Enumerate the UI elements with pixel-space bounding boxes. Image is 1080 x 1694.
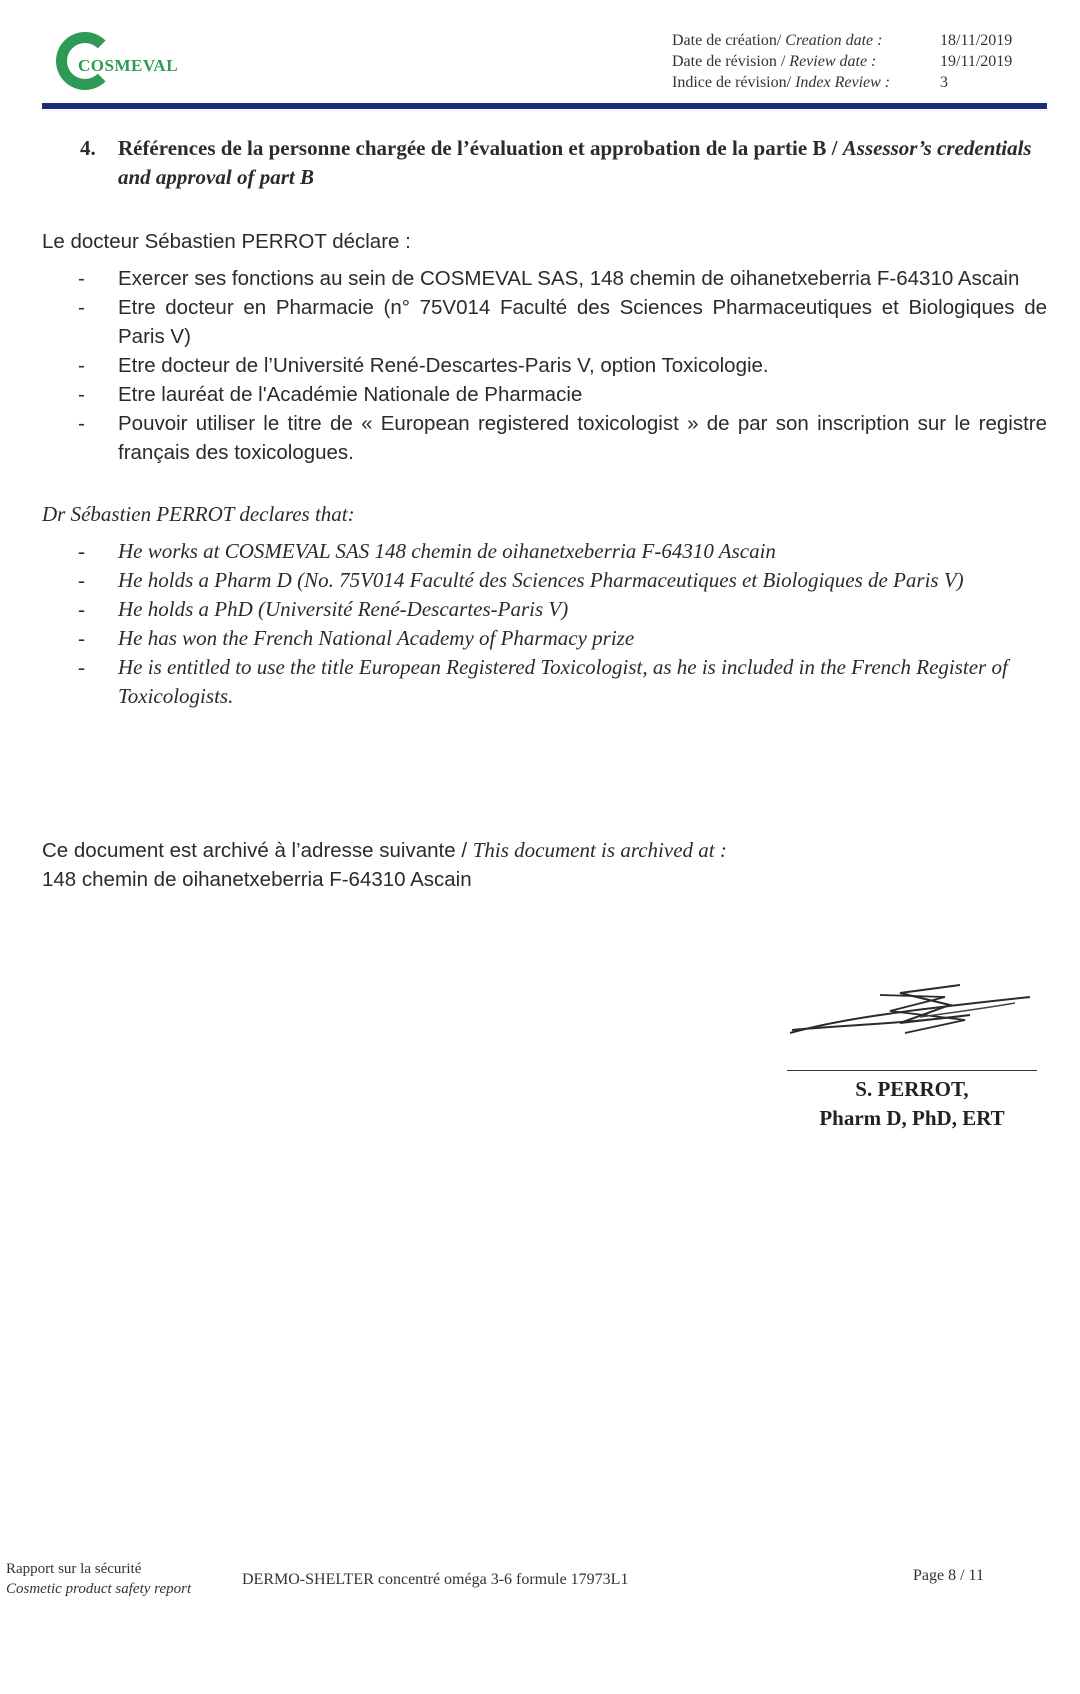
list-item: - Pouvoir utiliser le titre de « European registered toxicologist » de par son inscription sur le registre français des toxicologues. <box>42 409 1047 467</box>
section-title-en: Assessor’s credentials and approval of part B <box>117 136 1032 189</box>
review-label-fr: Date de révision / <box>672 53 790 70</box>
review-date: 19/11/2019 <box>940 53 1013 70</box>
list-item: - Etre docteur en Pharmacie (n° 75V014 Faculté des Sciences Pharmaceutiques et Biologiques de Paris V) <box>42 293 1047 351</box>
list-item: - Etre lauréat de l'Académie Nationale de Pharmacie <box>42 380 1047 409</box>
list-item: - He has won the French National Academy of Pharmacy prize <box>42 624 1047 653</box>
creation-date-row <box>672 30 1060 51</box>
list-item: - Etre docteur de l’Université René-Descartes-Paris V, option Toxicologie. <box>42 351 1047 380</box>
footer-report-fr: Rapport sur la sécurité <box>6 1561 142 1577</box>
creation-label-fr: Date de création/ <box>672 32 786 49</box>
main-content <box>42 134 1047 711</box>
header-rule <box>42 103 1047 109</box>
footer-page-number: Page 8 / 11 <box>913 1567 984 1584</box>
header-rule-shadow <box>42 110 1047 119</box>
list-item: - He works at COSMEVAL SAS 148 chemin de oihanetxeberria F-64310 Ascain <box>42 537 1047 566</box>
list-item: - He holds a Pharm D (No. 75V014 Faculté des Sciences Pharmaceutiques et Biologiques de Paris V) <box>42 566 1047 595</box>
review-label-en: Review date : <box>789 53 877 70</box>
archive-label-en: This document is archived at : <box>472 838 727 862</box>
cosmeval-logo <box>56 28 186 98</box>
declaration-en-intro: Dr Sébastien PERROT declares that: <box>42 502 355 526</box>
signer-credentials: Pharm D, PhD, ERT <box>819 1106 1005 1130</box>
document-meta <box>672 30 1060 93</box>
archive-label-fr: Ce document est archivé à l’adresse suivante / <box>42 839 473 862</box>
list-item: - He is entitled to use the title European Registered Toxicologist, as he is included in the French Register of Toxicologists. <box>42 653 1047 711</box>
index-review-row <box>672 72 1060 93</box>
creation-date: 18/11/2019 <box>940 32 1013 49</box>
signer-block <box>787 1075 1037 1133</box>
logo-brand-text: COSMEVAL <box>78 56 179 75</box>
declaration-en-list <box>42 537 1047 711</box>
footer-report-title <box>6 1559 191 1599</box>
index-value: 3 <box>940 74 948 91</box>
review-date-row <box>672 51 1060 72</box>
footer-product: DERMO-SHELTER concentré oméga 3-6 formule 17973L1 <box>242 1571 629 1588</box>
list-item: - He holds a PhD (Université René-Descartes-Paris V) <box>42 595 1047 624</box>
creation-label-en: Creation date : <box>785 32 883 49</box>
index-label-en: Index Review : <box>795 74 891 91</box>
section-heading <box>42 134 1047 192</box>
section-number: 4. <box>80 136 96 160</box>
signature-line <box>787 1070 1037 1071</box>
footer-report-en: Cosmetic product safety report <box>6 1581 192 1597</box>
signer-name: S. PERROT, <box>855 1077 969 1101</box>
archive-address: 148 chemin de oihanetxeberria F-64310 Ascain <box>42 868 472 891</box>
declaration-fr-intro: Le docteur Sébastien PERROT déclare : <box>42 230 411 253</box>
declaration-fr-list <box>42 264 1047 467</box>
handwritten-signature <box>780 975 1040 1045</box>
section-title-fr: Références de la personne chargée de l’évaluation et approbation de la partie B / <box>117 136 843 160</box>
list-item: - Exercer ses fonctions au sein de COSMEVAL SAS, 148 chemin de oihanetxeberria F-64310 Ascain <box>42 264 1047 293</box>
index-label-fr: Indice de révision/ <box>672 74 796 91</box>
archive-note <box>42 836 727 894</box>
